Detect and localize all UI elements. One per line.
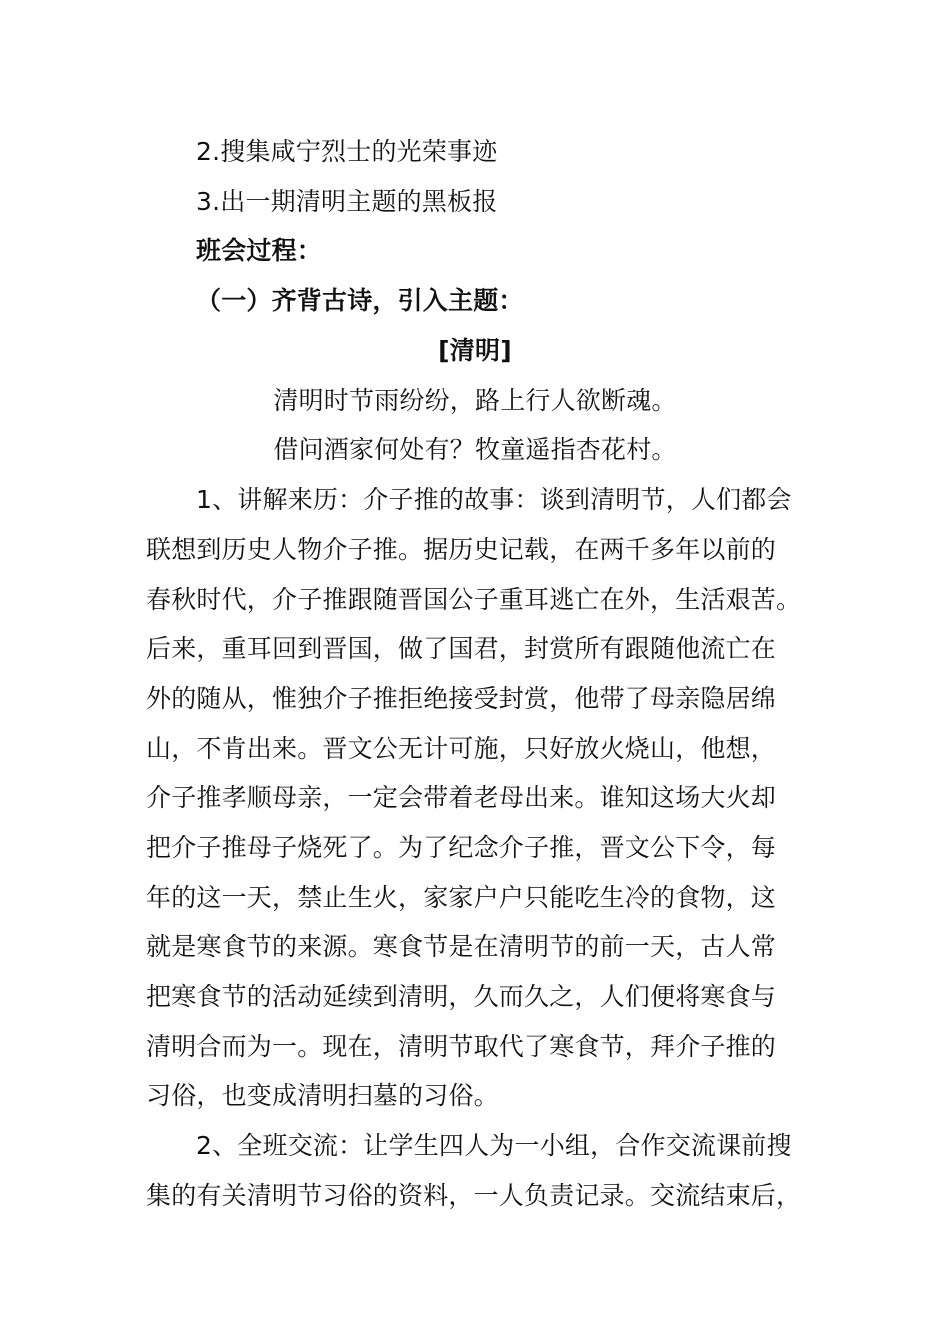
paragraph-one-line: 联想到历史人物介子推。据历史记载，在两千多年以前的 <box>146 535 777 564</box>
paragraph-one-line: 1、讲解来历：介子推的故事：谈到清明节，人们都会 <box>196 485 792 514</box>
paragraph-one-line: 把介子推母子烧死了。为了纪念介子推，晋文公下令，每 <box>146 833 777 862</box>
paragraph-one-line: 后来，重耳回到晋国，做了国君，封赏所有跟随他流亡在 <box>146 634 777 663</box>
poem-line-2: 借问酒家何处有？牧童遥指杏花村。 <box>273 435 677 464</box>
prep-item-2: 2.搜集咸宁烈士的光荣事迹 <box>196 137 498 166</box>
paragraph-one-line: 习俗，也变成清明扫墓的习俗。 <box>146 1081 499 1110</box>
paragraph-one-line: 春秋时代，介子推跟随晋国公子重耳逃亡在外，生活艰苦。 <box>146 585 802 614</box>
paragraph-one-line: 就是寒食节的来源。寒食节是在清明节的前一天，古人常 <box>146 932 777 961</box>
paragraph-one-line: 清明合而为一。现在，清明节取代了寒食节，拜介子推的 <box>146 1032 777 1061</box>
paragraph-one-line: 年的这一天，禁止生火，家家户户只能吃生冷的食物，这 <box>146 883 777 912</box>
paragraph-one-line: 山，不肯出来。晋文公无计可施，只好放火烧山，他想， <box>146 734 777 763</box>
prep-item-3: 3.出一期清明主题的黑板报 <box>196 187 498 216</box>
paragraph-two-line: 2、全班交流：让学生四人为一小组，合作交流课前搜 <box>196 1131 792 1160</box>
paragraph-two-line: 集的有关清明节习俗的资料，一人负责记录。交流结束后， <box>146 1181 802 1210</box>
section-one-heading: （一）齐背古诗，引入主题： <box>196 286 524 315</box>
paragraph-one-line: 外的随从，惟独介子推拒绝接受封赏，他带了母亲隐居绵 <box>146 684 777 713</box>
paragraph-one-line: 把寒食节的活动延续到清明，久而久之，人们便将寒食与 <box>146 982 777 1011</box>
poem-title: [清明] <box>438 336 512 365</box>
process-heading: 班会过程： <box>196 236 323 265</box>
paragraph-one-line: 介子推孝顺母亲，一定会带着老母出来。谁知这场大火却 <box>146 783 777 812</box>
poem-line-1: 清明时节雨纷纷，路上行人欲断魂。 <box>273 386 677 415</box>
